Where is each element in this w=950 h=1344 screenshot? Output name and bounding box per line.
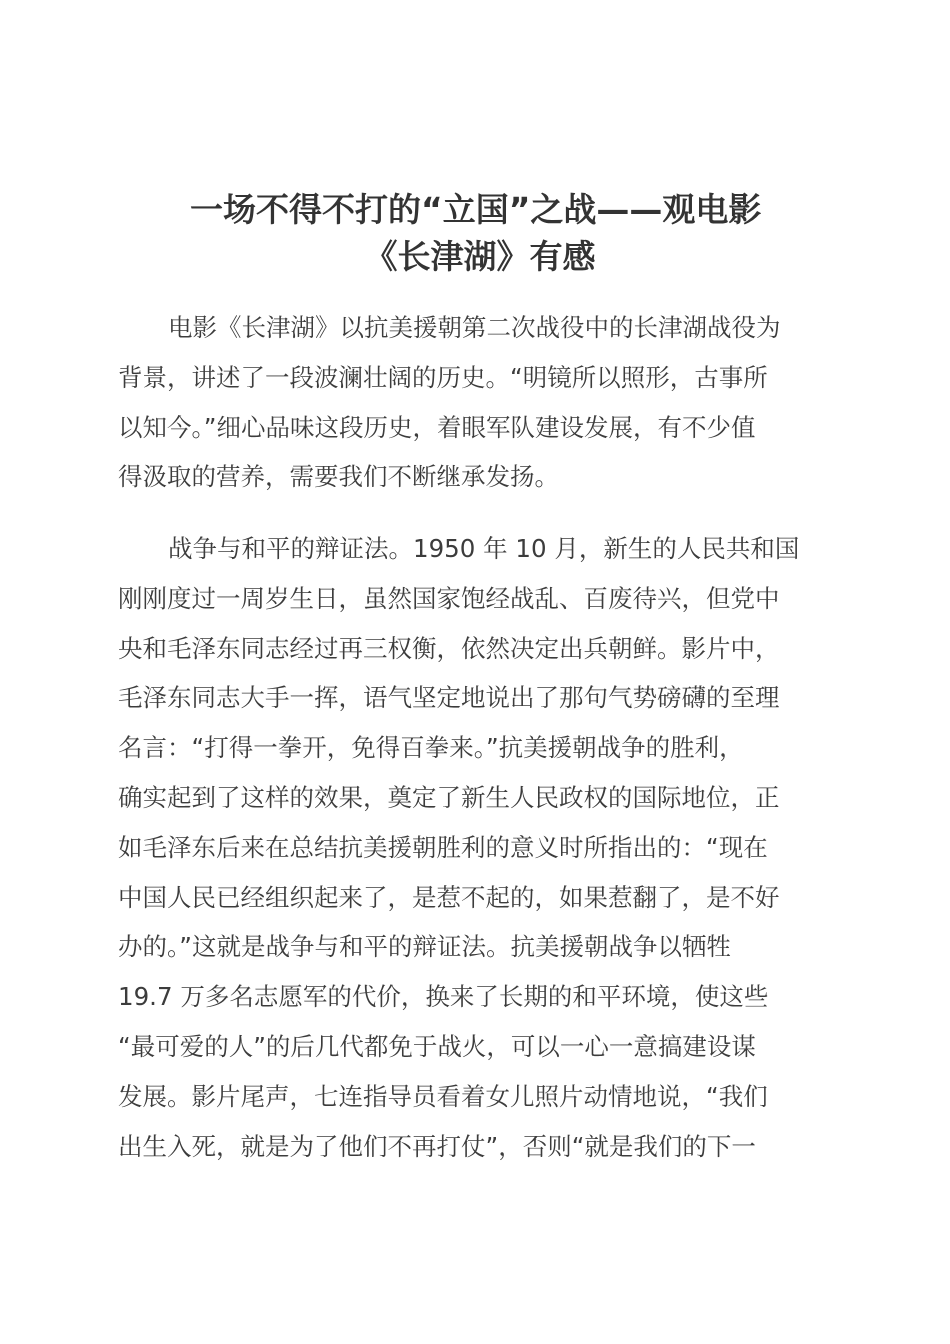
- paragraph-line: 19.7 万多名志愿军的代价，换来了长期的和平环境，使这些: [118, 982, 769, 1012]
- paragraph-line: 出生入死，就是为了他们不再打仗”，否则“就是我们的下一: [118, 1131, 756, 1161]
- paragraph-line: 以知今。”细心品味这段历史，着眼军队建设发展，有不少值: [118, 412, 756, 442]
- paragraph-line: 办的。”这就是战争与和平的辩证法。抗美援朝战争以牺牲: [118, 932, 731, 962]
- paragraph-line: 中国人民已经组织起来了，是惹不起的，如果惹翻了，是不好: [118, 882, 780, 912]
- paragraph-line: 得汲取的营养，需要我们不断继承发扬。: [118, 462, 559, 492]
- paragraph-line: 战争与和平的辩证法。1950 年 10 月，新生的人民共和国: [168, 534, 800, 563]
- paragraph-line: 电影《长津湖》以抗美援朝第二次战役中的长津湖战役为: [168, 313, 781, 342]
- paragraph-line: 背景，讲述了一段波澜壮阔的历史。“明镜所以照形，古事所: [118, 362, 768, 392]
- paragraph-line: 如毛泽东后来在总结抗美援朝胜利的意义时所指出的：“现在: [118, 832, 768, 862]
- paragraph-line: 毛泽东同志大手一挥，语气坚定地说出了那句气势磅礴的至理: [118, 683, 780, 713]
- paragraph-line: “最可爱的人”的后几代都免于战火，可以一心一意搞建设谋: [118, 1031, 756, 1061]
- paragraph-line: 央和毛泽东同志经过再三权衡，依然决定出兵朝鲜。影片中，: [118, 633, 780, 663]
- paragraph-line: 刚刚度过一周岁生日，虽然国家饱经战乱、百废待兴，但党中: [118, 583, 780, 613]
- paragraph-line: 确实起到了这样的效果，奠定了新生人民政权的国际地位，正: [118, 782, 780, 812]
- paragraph-2: [118, 524, 830, 1171]
- title-line-2: 《长津湖》有感: [364, 237, 596, 276]
- paragraph-line: 发展。影片尾声，七连指导员看着女儿照片动情地说，“我们: [118, 1081, 768, 1111]
- document-title: [120, 186, 900, 280]
- paragraph-line: 名言：“打得一拳开，免得百拳来。”抗美援朝战争的胜利，: [118, 733, 744, 763]
- paragraph-1: [118, 303, 830, 502]
- title-line-1: 一场不得不打的“立国”之战——观电影: [190, 190, 762, 229]
